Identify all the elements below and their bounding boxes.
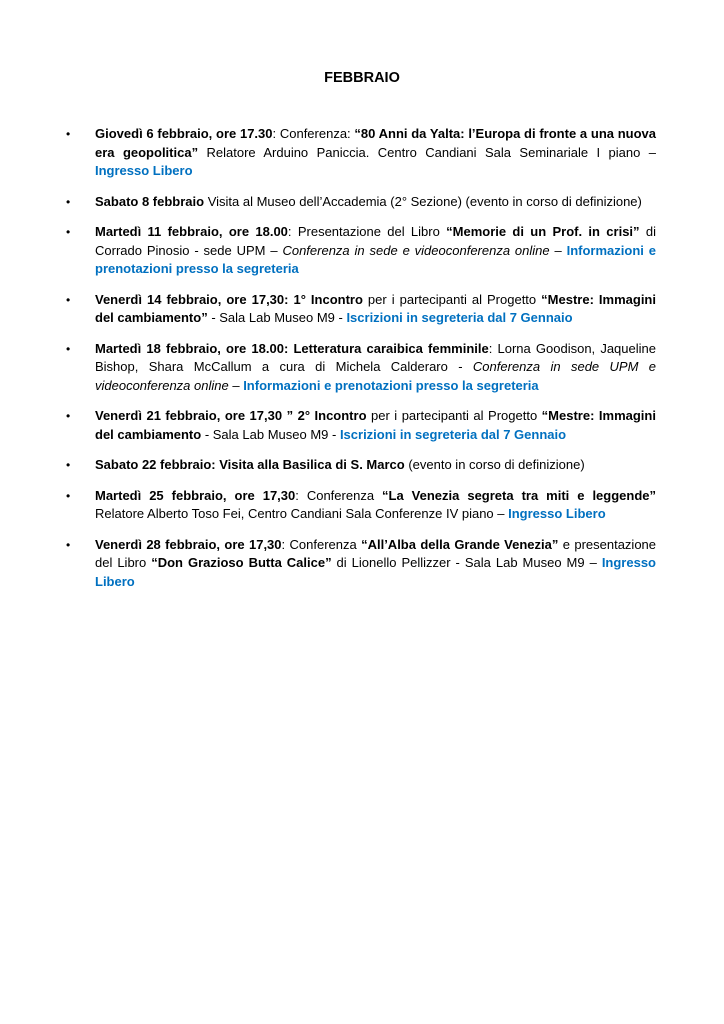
list-item (66, 291, 656, 328)
event-heading-text: “Memorie di un Prof. in crisi” (446, 224, 640, 239)
event-detail-text: di Lionello Pellizzer - Sala Lab Museo M9 – (331, 555, 602, 570)
list-item (66, 340, 656, 396)
event-heading-text: Martedì 18 febbraio, ore 18.00: Letteratura caraibica femminile (95, 340, 489, 356)
event-info-link[interactable]: Ingresso Libero (508, 506, 606, 521)
event-detail-text: Relatore Alberto Toso Fei, Centro Candiani Sala Conferenze IV piano – (95, 506, 509, 521)
event-detail-text: Visita al Museo dell’Accademia (2° Sezione) (evento in corso di definizione) (204, 193, 642, 209)
event-detail-text: e presentazione del Libro (95, 536, 657, 570)
event-info-link[interactable]: Ingresso Libero (95, 555, 656, 589)
page-title: FEBBRAIO (324, 70, 400, 86)
event-detail-text: per i partecipanti al Progetto (366, 408, 542, 423)
event-heading-text: Sabato 8 febbraio (95, 193, 205, 209)
bullet-icon: • (66, 537, 71, 552)
bullet-icon: • (66, 292, 71, 307)
event-detail-text: - Sala Lab Museo M9 - (201, 426, 340, 442)
event-heading-text: “Mestre: Immagini del cambiamento” (95, 291, 656, 325)
event-heading-text: “80 Anni da Yalta: l’Europa di fronte a una nuova era geopolitica” (95, 126, 657, 160)
event-info-link[interactable]: Informazioni e prenotazioni presso la segreteria (95, 242, 656, 276)
event-detail-text: (evento in corso di definizione) (404, 457, 585, 472)
event-heading-text: Venerdì 28 febbraio, ore 17,30 (95, 536, 282, 552)
bullet-icon: • (66, 341, 71, 356)
event-mode-text: Conferenza in sede e videoconferenza online (282, 242, 550, 258)
event-detail-text: di Corrado Pinosio - sede UPM – (95, 224, 656, 258)
event-info-link[interactable]: Iscrizioni in segreteria dal 7 Gennaio (339, 426, 567, 442)
event-detail-text: per i partecipanti al Progetto (362, 291, 542, 307)
bullet-icon: • (66, 194, 71, 209)
event-heading-text: “All’Alba della Grande Venezia” (361, 536, 559, 552)
event-mode-text: Conferenza in sede UPM e videoconferenza online (95, 359, 656, 393)
event-detail-text: : Lorna Goodison, Jaqueline Bishop, Shara McCallum a cura di Michela Calderaro - (95, 340, 656, 374)
event-heading-text: “Don Grazioso Butta Calice” (151, 555, 332, 570)
bullet-icon: • (66, 225, 71, 239)
bullet-icon: • (66, 488, 71, 503)
event-detail-text: – (549, 242, 567, 258)
event-heading-text: Martedì 25 febbraio, ore 17,30 (95, 487, 296, 503)
event-heading-text: Venerdì 21 febbraio, ore 17,30 ” 2° Incontro (95, 408, 367, 423)
event-detail-text: : Conferenza (295, 487, 383, 503)
event-heading-text: Sabato 22 febbraio: Visita alla Basilica di S. Marco (95, 457, 405, 472)
list-item (66, 456, 656, 475)
event-detail-text: : Presentazione del Libro (287, 224, 447, 239)
list-item (66, 487, 657, 524)
list-item (66, 193, 656, 212)
event-info-link[interactable]: Ingresso Libero (95, 163, 193, 178)
bullet-icon: • (66, 127, 71, 141)
list-item (66, 125, 657, 181)
event-detail-text: : Conferenza (281, 536, 362, 552)
list-item (66, 536, 657, 592)
bullet-icon: • (66, 458, 71, 472)
list-item (66, 223, 656, 279)
event-info-link[interactable]: Informazioni e prenotazioni presso la segreteria (243, 377, 539, 393)
event-detail-text: – (228, 377, 244, 393)
event-heading-text: Giovedì 6 febbraio, ore 17.30 (95, 126, 273, 141)
event-detail-text: Relatore Arduino Paniccia. Centro Candiani Sala Seminariale I piano – (198, 144, 657, 160)
event-detail-text: - Sala Lab Museo M9 - (207, 310, 347, 325)
event-info-link[interactable]: Iscrizioni in segreteria dal 7 Gennaio (346, 310, 573, 325)
event-heading-text: Venerdì 14 febbraio, ore 17,30: 1° Incontro (95, 291, 363, 307)
event-detail-text: : Conferenza: (272, 126, 355, 141)
event-heading-text: “Mestre: Immagini del cambiamento (95, 408, 656, 442)
list-item (66, 407, 656, 444)
event-list (66, 125, 657, 603)
event-heading-text: “La Venezia segreta tra miti e leggende” (382, 487, 657, 503)
bullet-icon: • (66, 409, 71, 423)
event-heading-text: Martedì 11 febbraio, ore 18.00 (95, 224, 288, 239)
